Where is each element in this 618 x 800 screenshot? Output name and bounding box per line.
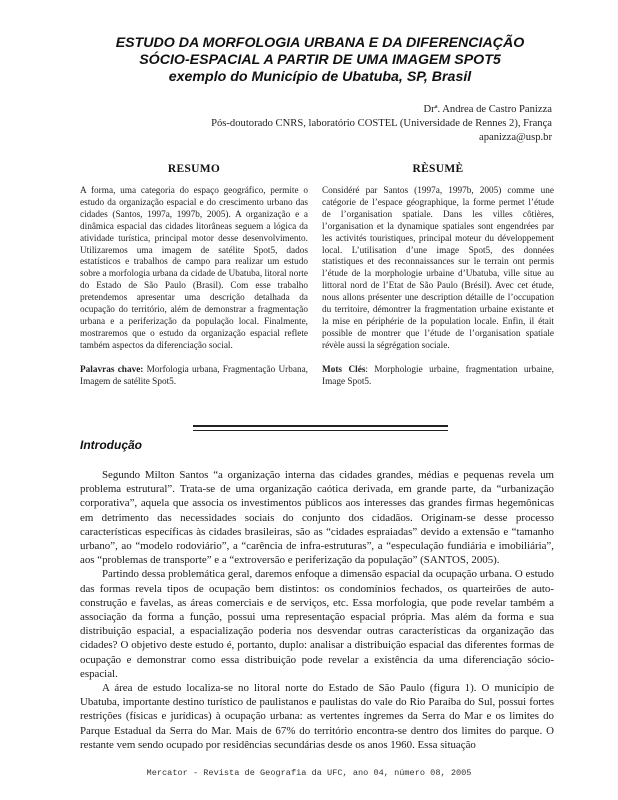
journal-footer: Mercator - Revista de Geografia da UFC, ano 04, número 08, 2005 <box>146 768 472 778</box>
resumo-text: A forma, uma categoria do espaço geográfico, permite o estudo da organização espacial e do crescimento urbano das cidades (Santos, 1997a, 1997b, 2005). A organização e a dinâmica espacial das cidades litorâneas seguem a lógica da atividade turística, principal motor desse desenvolvimento. Utilizaremos uma imagem de satélite Spot5, dados estatísticos e trabalhos de campo para realizar um estudo sobre a morfologia urbana da cidade de Ubatuba, litoral norte do Estado de São Paulo (Brasil). Com esse trabalho pretendemos apresentar uma descrição detalhada da ocupação do território, além de demonstrar a fragmentação urbana e a periferização da população local. Finalmente, mostraremos que o estudo da organização espacial reflete também aspectos da diferenciação social. <box>80 186 308 351</box>
resumo-column <box>80 186 308 389</box>
resumo-keywords-text: Morfologia urbana, Fragmentação Urbana, Imagem de satélite Spot5. <box>80 364 308 387</box>
author-name: Drª. Andrea de Castro Panizza <box>423 104 552 115</box>
body-paragraph: Segundo Milton Santos “a organização interna das cidades grandes, médias e pequenas revela um problema estrutural”. Trata-se de uma organização caótica derivada, em grande parte, da “urbanização corporativa”, aquela que associa os investimentos públicos aos interesses das grandes firmas hegemônicas em detrimento das necessidades sociais do conjunto dos cidadãos. Originam-se desse processo características específicas às cidades brasileiras, são as “cidades espraiadas” devido a extensão e “tamanho urbano”, ao “modelo rodoviário”, a “carência de infra-estruturas”, a “especulação fundiária e imobiliária”, aos “problemas de transporte” e a “extroversão e periferização da população” (SANTOS, 2005). <box>80 469 554 567</box>
resume-heading: RÈSUMÈ <box>412 163 464 175</box>
title-line-2: SÓCIO-ESPACIAL A PARTIR DE UMA IMAGEM SPOT5 <box>139 52 501 68</box>
resumo-heading: RESUMO <box>167 163 221 175</box>
title-line-3: exemplo do Município de Ubatuba, SP, Brasil <box>168 69 472 85</box>
section-divider-thin <box>193 430 448 431</box>
title-line-1: ESTUDO DA MORFOLOGIA URBANA E DA DIFERENCIAÇÃO <box>115 35 525 51</box>
resume-keywords-text: : Morphologie urbaine, fragmentation urbaine, Image Spot5. <box>322 364 554 387</box>
introduction-body <box>80 468 554 752</box>
resume-keywords <box>322 365 554 389</box>
body-paragraph: A área de estudo localiza-se no litoral norte do Estado de São Paulo (figura 1). O município de Ubatuba, importante destino turístico de paulistanos e paulistas do vale do Rio Paraíba do Sul, possui fortes restrições (físicas e jurídicas) à ocupação urbana: as vertentes íngremes da Serra do Mar e os limites do Parque Estadual da Serra do Mar. Mais de 67% do território encontra-se dentro dos limites do parque. O restante vem sendo ocupado por residências secundárias desde os anos 1960. Essa situação <box>80 682 554 751</box>
resume-keywords-label: Mots Clés <box>322 364 366 375</box>
body-paragraph: Partindo dessa problemática geral, daremos enfoque a dimensão espacial da ocupação urbana. O estudo das formas revela tipos de ocupação bem distintos: os condomínios fechados, os quarteirões de auto-construção e favelas, as áreas comerciais e de serviços, etc. Essa morfologia, que pode revelar também a associação da forma a função, possui uma representação espacial própria. Mas além da forma e sua distribuição espacial, a espacialização poderia nos desvendar outras características da organização das cidades? O objetivo deste estudo é, portanto, duplo: analisar a distribuição espacial das diferentes formas de ocupação e demonstrar como essa distribuição pode revelar a existência da uma diferenciação sócio-espacial. <box>80 568 554 680</box>
resumo-keywords <box>80 365 308 389</box>
section-divider-thick <box>193 425 448 427</box>
author-affiliation: Pós-doutorado CNRS, laboratório COSTEL (Universidade de Rennes 2), França <box>211 118 552 129</box>
resume-column <box>322 186 554 389</box>
resume-text: Considéré par Santos (1997a, 1997b, 2005) comme une catégorie de l’espace géographique, la forme permet l’étude de l’organisation spatiale. Dans les villes côtières, l’organisation et la dynamique spatiales sont engendrées par les activités touristiques, principal moteur du développement local. L’utilisation d’une image Spot5, des données statistiques et des reconnaissances sur le terrain ont permis l’étude de la morphologie urbaine d’Ubatuba, ville situe au littoral nord de l’Etat de São Paulo (Brésil). Avec cet étude, nous allons présenter une description détaille de l’occupation du territoire, démontrer la fragmentation urbaine existante et la mise en périphérie de la population locale. Enfin, il était possible de montrer que l’étude de l’organisation spatiale révèle aussi la ségrégation sociale. <box>322 186 554 351</box>
author-email: apanizza@usp.br <box>479 132 552 143</box>
resumo-keywords-label: Palavras chave: <box>80 364 144 375</box>
introduction-heading: Introdução <box>80 438 142 452</box>
